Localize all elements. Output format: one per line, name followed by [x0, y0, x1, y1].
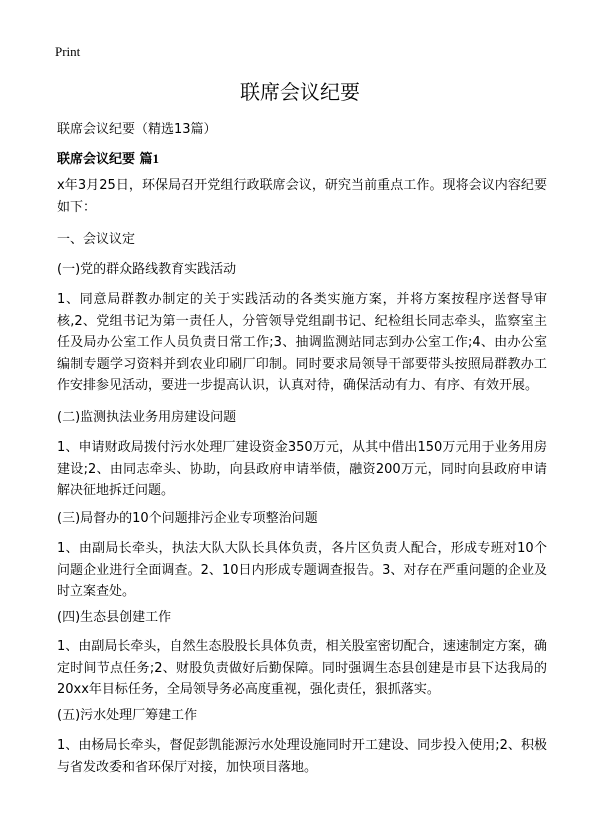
- print-label[interactable]: Print: [55, 44, 81, 59]
- subsection-paragraph-4: 1、由副局长牵头，自然生态股股长具体负责，相关股室密切配合，速速制定方案，确定时间节点任务;2、财股负责做好后勤保障。同时强调生态县创建是市县下达我局的20xx年目标任务，全局领导务必高度重视，强化责任，狠抓落实。: [57, 639, 547, 697]
- subsection-paragraph-3: 1、由副局长牵头，执法大队大队长具体负责，各片区负责人配合，形成专班对10个问题企业进行全面调查。2、10日内形成专题调查报告。3、对存在严重问题的企业及时立案查处。: [57, 541, 547, 599]
- chapter-number: 1: [152, 151, 160, 166]
- subsection-heading-1: (一)党的群众路线教育实践活动: [57, 262, 237, 277]
- subsection-heading-2: (二)监测执法业务用房建设问题: [57, 410, 237, 425]
- subsection-paragraph-2: 1、申请财政局拨付污水处理厂建设资金350万元，从其中借出150万元用于业务用房建设;2、由同志牵头、协助，向县政府申请举债，融资200万元，同时向县政府申请解决征地拆迁问题。: [57, 440, 547, 498]
- chapter-heading: [57, 150, 159, 169]
- section-heading: 一、会议议定: [57, 232, 136, 247]
- chapter-title-text: 联席会议纪要 篇: [57, 152, 153, 167]
- intro-paragraph: x年3月25日，环保局召开党组行政联席会议，研究当前重点工作。现将会议内容纪要如下：: [57, 178, 547, 215]
- document-subtitle: 联席会议纪要（精选13篇）: [57, 122, 217, 137]
- document-title: 联席会议纪要: [240, 80, 360, 104]
- subsection-paragraph-5: 1、由杨局长牵头，督促彭凯能源污水处理设施同时开工建设、同步投入使用;2、积极与省发改委和省环保厅对接，加快项目落地。: [57, 738, 547, 775]
- subsection-heading-3: (三)局督办的10个问题排污企业专项整治问题: [57, 511, 318, 526]
- subsection-heading-5: (五)污水处理厂筹建工作: [57, 708, 198, 723]
- subsection-heading-4: (四)生态县创建工作: [57, 610, 172, 625]
- subsection-paragraph-1: 1、同意局群教办制定的关于实践活动的各类实施方案，并将方案按程序送督导审核,2、党组书记为第一责任人，分管领导党组副书记、纪检组长同志牵头，监察室主任及局办公室工作人员负责日常工作;3、抽调监测站同志到办公室工作;4、由办公室编制专题学习资料并到农业印刷厂印制。同时要求局领导干部要带头按照局群教办工作安排参见活动，要进一步提高认识，认真对待，确保活动有力、有序、有效开展。: [57, 292, 547, 393]
